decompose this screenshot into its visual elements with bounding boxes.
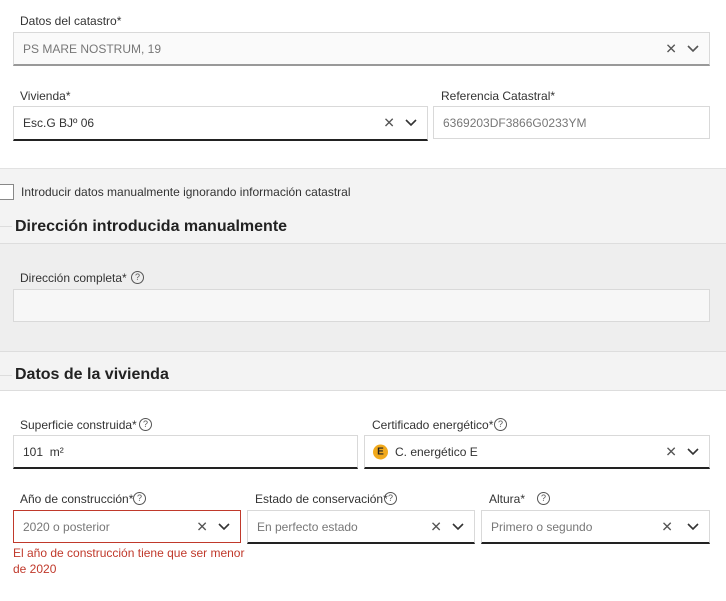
direccion-label: Dirección completa* [20, 271, 127, 285]
close-icon[interactable]: ✕ [196, 518, 208, 534]
manual-checkbox[interactable] [0, 184, 14, 200]
vivienda-value: Esc.G BJº 06 [23, 116, 95, 130]
vivienda-label: Vivienda* [20, 89, 71, 103]
altura-select[interactable] [481, 510, 710, 544]
help-icon[interactable]: ? [384, 492, 397, 505]
close-icon[interactable]: ✕ [661, 518, 673, 534]
manual-checkbox-label: Introducir datos manualmente ignorando información catastral [21, 185, 351, 199]
catastro-label: Datos del catastro* [20, 14, 122, 28]
chevron-down-icon[interactable] [452, 523, 464, 531]
referencia-field[interactable] [433, 106, 710, 139]
direccion-field[interactable] [13, 289, 710, 322]
superficie-unit: m² [49, 444, 64, 459]
energy-badge: E [373, 444, 388, 459]
certificado-select[interactable] [364, 435, 710, 469]
chevron-down-icon[interactable] [687, 45, 699, 53]
direccion-manual-title: Dirección introducida manualmente [15, 218, 288, 235]
section-divider [0, 226, 12, 227]
anio-label: Año de construcción* [20, 492, 134, 506]
anio-error-text: El año de construcción tiene que ser menor de 2020 [13, 546, 245, 576]
certificado-value: C. energético E [395, 444, 478, 459]
catastro-select[interactable] [13, 32, 710, 66]
superficie-field[interactable] [13, 435, 358, 469]
anio-select[interactable] [13, 510, 241, 543]
datos-vivienda-title: Datos de la vivienda [15, 366, 169, 383]
certificado-label: Certificado energético* [372, 418, 494, 432]
vivienda-select[interactable] [13, 106, 428, 141]
section-divider [0, 375, 12, 376]
referencia-label: Referencia Catastral* [441, 89, 556, 103]
chevron-down-icon[interactable] [687, 523, 699, 531]
help-icon[interactable]: ? [494, 418, 507, 431]
superficie-label: Superficie construida* [20, 418, 137, 432]
help-icon[interactable]: ? [131, 271, 144, 284]
superficie-number: 101 [23, 444, 44, 459]
chevron-down-icon[interactable] [218, 523, 230, 531]
estado-value: En perfecto estado [257, 519, 358, 534]
altura-label: Altura* [489, 492, 526, 506]
chevron-down-icon[interactable] [405, 119, 417, 127]
chevron-down-icon[interactable] [687, 448, 699, 456]
superficie-value [23, 445, 64, 459]
altura-value: Primero o segundo [491, 519, 593, 534]
close-icon[interactable]: ✕ [383, 114, 395, 131]
help-icon[interactable]: ? [139, 418, 152, 431]
catastro-value: PS MARE NOSTRUM, 19 [23, 41, 162, 56]
referencia-value: 6369203DF3866G0233YM [443, 115, 587, 130]
anio-value: 2020 o posterior [23, 519, 110, 534]
estado-label: Estado de conservación* [255, 492, 388, 506]
help-icon[interactable]: ? [133, 492, 146, 505]
close-icon[interactable]: ✕ [665, 443, 677, 459]
close-icon[interactable]: ✕ [665, 40, 677, 56]
estado-select[interactable] [247, 510, 475, 544]
close-icon[interactable]: ✕ [430, 518, 442, 534]
help-icon[interactable]: ? [537, 492, 550, 505]
